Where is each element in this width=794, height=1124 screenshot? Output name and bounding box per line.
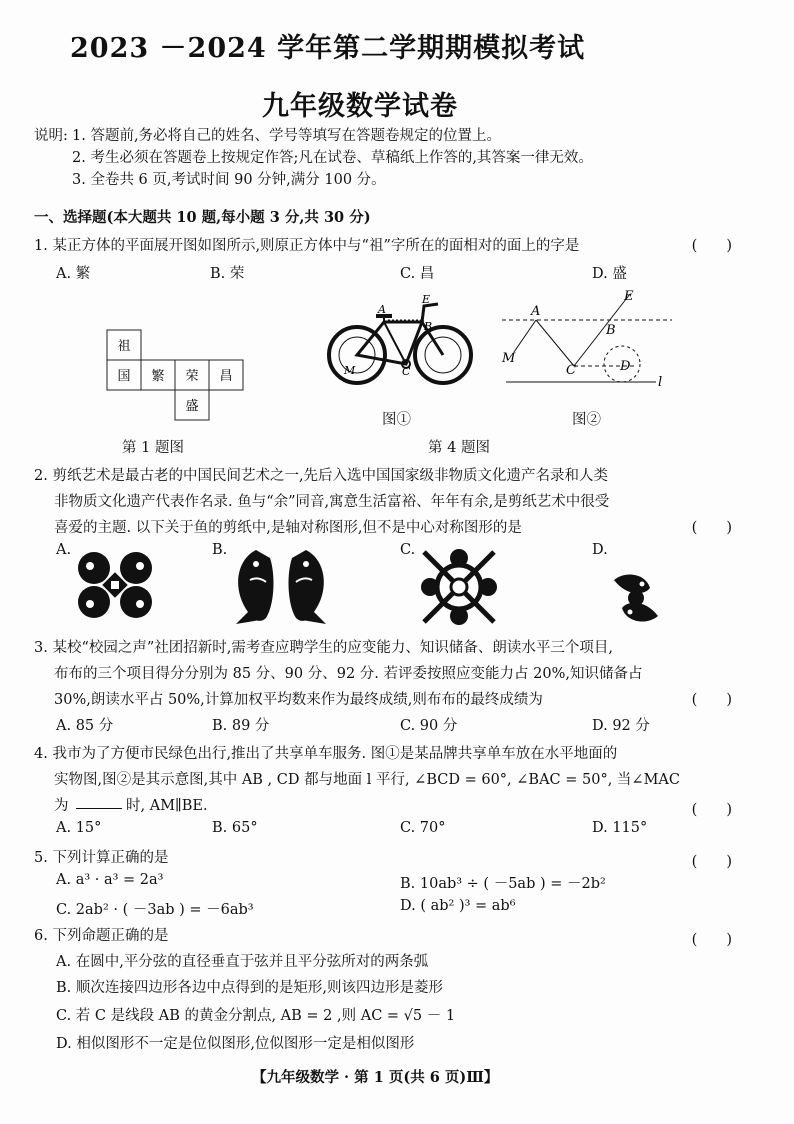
- q4-option-d: D. 115°: [592, 820, 648, 836]
- q3-option-c: C. 90 分: [400, 718, 458, 734]
- q3-line-2: 布布的三个项目得分分别为 85 分、90 分、92 分. 若评委按照应变能力占 20%,知识储备占: [54, 666, 643, 682]
- q1-option-a: A. 繁: [56, 266, 91, 282]
- instruction-3: 3. 全卷共 6 页,考试时间 90 分钟,满分 100 分。: [72, 172, 386, 188]
- net-cell-guo: 国: [117, 369, 131, 384]
- exam-title: 2023 －2024 学年第二学期期模拟考试: [70, 33, 586, 64]
- q6-stem: 6. 下列命题正确的是: [34, 928, 169, 944]
- q6-answer-blank: ( ): [691, 932, 732, 948]
- q2-option-b: B.: [212, 542, 228, 558]
- q2-option-d: D.: [592, 542, 608, 558]
- q6-option-a: A. 在圆中,平分弦的直径垂直于弦并且平分弦所对的两条弧: [56, 954, 429, 970]
- diagram-label-a: A: [531, 304, 541, 319]
- q5-answer-blank: ( ): [691, 854, 732, 870]
- instruction-1: 1. 答题前,务必将自己的姓名、学号等填写在答题卷规定的位置上。: [72, 128, 502, 144]
- diagram-label-d: D: [620, 359, 631, 374]
- q1-stem: 1. 某正方体的平面展开图如图所示,则原正方体中与“祖”字所在的面相对的面上的字是: [34, 238, 580, 254]
- q3-option-b: B. 89 分: [212, 718, 270, 734]
- q5-option-c: C. 2ab² · ( －3ab ) = －6ab³: [56, 902, 254, 918]
- q5-option-d: D. ( ab² )³ = ab⁶: [400, 898, 516, 914]
- net-cell-rong: 荣: [185, 369, 199, 384]
- q4-figure-1-caption: 图①: [382, 412, 411, 428]
- q2-option-a: A.: [56, 542, 72, 558]
- q1-option-d: D. 盛: [592, 266, 627, 282]
- q4-figure-2-caption: 图②: [572, 412, 601, 428]
- q4-fill-blank: [76, 808, 122, 809]
- papercut-fish-c-image: [418, 546, 500, 628]
- q5-stem: 5. 下列计算正确的是: [34, 850, 169, 866]
- section-heading: 一、选择题(本大题共 10 题,每小题 3 分,共 30 分): [34, 209, 371, 226]
- diagram-label-e: E: [624, 289, 634, 304]
- bike-label-a: A: [378, 303, 386, 316]
- q3-line-1: 3. 某校“校园之声”社团招新时,需考查应聘学生的应变能力、知识储备、朗读水平三个项目,: [34, 640, 613, 656]
- q2-line-1: 2. 剪纸艺术是最古老的中国民间艺术之一,先后入选中国国家级非物质文化遗产名录和人类: [34, 468, 609, 484]
- q2-option-c: C.: [400, 542, 416, 558]
- q5-option-b: B. 10ab³ ÷ ( －5ab ) = －2b²: [400, 876, 606, 892]
- cube-net-figure: [105, 328, 245, 424]
- q6-option-c: C. 若 C 是线段 AB 的黄金分割点, AB = 2 ,则 AC = √5 － 1: [56, 1008, 456, 1024]
- exam-subtitle: 九年级数学试卷: [262, 91, 458, 122]
- instruction-2: 2. 考生必须在答题卷上按规定作答;凡在试卷、草稿纸上作答的,其答案一律无效。: [72, 150, 593, 166]
- q4-answer-blank: ( ): [691, 802, 732, 818]
- instructions-prefix: 说明:: [34, 128, 68, 144]
- diagram-label-m: M: [502, 351, 516, 366]
- diagram-label-l: l: [658, 375, 663, 390]
- schematic-figure: [496, 284, 678, 392]
- q4-line-3-start: 为: [54, 798, 69, 814]
- net-cell-chang: 昌: [219, 369, 233, 384]
- q3-option-a: A. 85 分: [56, 718, 114, 734]
- page-footer: 【九年级数学 · 第 1 页(共 6 页)Ⅲ】: [252, 1069, 499, 1086]
- papercut-fish-b-image: [226, 546, 336, 626]
- net-cell-fan: 繁: [151, 369, 165, 384]
- q3-line-3: 30%,朗读水平占 50%,计算加权平均数来作为最终成绩,则布布的最终成绩为: [54, 692, 543, 708]
- q4-line-2: 实物图,图②是其示意图,其中 AB , CD 都与地面 l 平行, ∠BCD = 60°, ∠BAC = 50°, 当∠MAC: [54, 772, 680, 788]
- q3-option-d: D. 92 分: [592, 718, 650, 734]
- bicycle-figure: [326, 292, 476, 392]
- q4-figure-caption: 第 4 题图: [428, 440, 490, 456]
- bike-label-m: M: [344, 364, 356, 377]
- q2-line-2: 非物质文化遗产代表作名录. 鱼与“余”同音,寓意生活富裕、年年有余,是剪纸艺术中很受: [54, 494, 610, 510]
- q4-line-1: 4. 我市为了方便市民绿色出行,推出了共享单车服务. 图①是某品牌共享单车放在水平地面的: [34, 746, 618, 762]
- q4-line-3-end: 时, AM∥BE.: [126, 798, 208, 814]
- net-cell-sheng: 盛: [185, 399, 199, 414]
- bike-label-c: C: [402, 365, 411, 378]
- q2-answer-blank: ( ): [691, 520, 732, 536]
- q4-option-b: B. 65°: [212, 820, 258, 836]
- q6-option-b: B. 顺次连接四边形各边中点得到的是矩形,则该四边形是菱形: [56, 980, 443, 996]
- q1-option-c: C. 昌: [400, 266, 435, 282]
- q5-option-a: A. a³ · a³ = 2a³: [56, 872, 164, 888]
- q6-option-d: D. 相似图形不一定是位似图形,位似图形一定是相似图形: [56, 1036, 415, 1052]
- bike-label-b: B: [424, 320, 433, 333]
- q1-option-b: B. 荣: [210, 266, 245, 282]
- q4-option-c: C. 70°: [400, 820, 446, 836]
- papercut-fish-d-image: [606, 570, 666, 626]
- q1-answer-blank: ( ): [691, 238, 732, 254]
- papercut-fish-a-image: [70, 548, 160, 622]
- bike-label-e: E: [422, 293, 431, 306]
- diagram-label-b: B: [606, 323, 616, 338]
- q4-option-a: A. 15°: [56, 820, 102, 836]
- net-cell-zu: 祖: [117, 339, 131, 354]
- q3-answer-blank: ( ): [691, 692, 732, 708]
- q1-figure-caption: 第 1 题图: [122, 440, 184, 456]
- diagram-label-c: C: [566, 363, 576, 378]
- q2-line-3: 喜爱的主题. 以下关于鱼的剪纸中,是轴对称图形,但不是中心对称图形的是: [54, 520, 522, 536]
